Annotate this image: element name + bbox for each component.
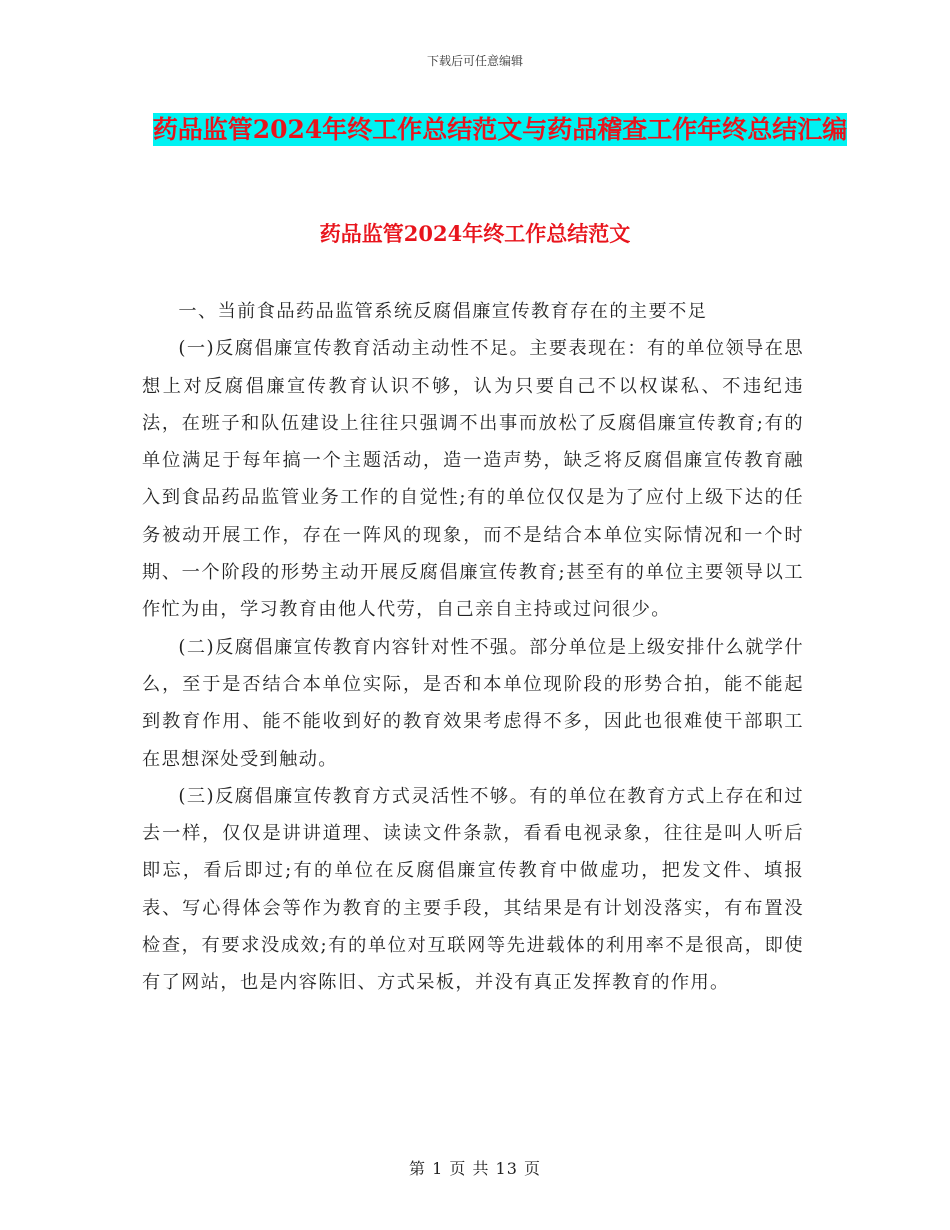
paragraph: (三)反腐倡廉宣传教育方式灵活性不够。有的单位在教育方式上存在和过去一样，仅仅是讲讲道理、读读文件条款，看看电视录象，往往是叫人听后即忘，看后即过;有的单位在反腐倡廉宣传教育中做虚功，把发文件、填报表、写心得体会等作为教育的主要手段，其结果是有计划没落实，有布置没检查，有要求没成效;有的单位对互联网等先进载体的利用率不是很高，即使有了网站，也是内容陈旧、方式呆板，并没有真正发挥教育的作用。 <box>142 785 804 994</box>
section-title: 药品监管2024年终工作总结范文 <box>319 221 631 246</box>
document-body <box>142 293 804 1002</box>
paragraph: (一)反腐倡廉宣传教育活动主动性不足。主要表现在：有的单位领导在思想上对反腐倡廉宣传教育认识不够，认为只要自己不以权谋私、不违纪违法，在班子和队伍建设上往往只强调不出事而放松了反腐倡廉宣传教育;有的单位满足于每年搞一个主题活动，造一造声势，缺乏将反腐倡廉宣传教育融入到食品药品监管业务工作的自觉性;有的单位仅仅是为了应付上级下达的任务被动开展工作，存在一阵风的现象，而不是结合本单位实际情况和一个时期、一个阶段的形势主动开展反腐倡廉宣传教育;甚至有的单位主要领导以工作忙为由，学习教育由他人代劳，自己亲自主持或过问很少。 <box>142 338 804 621</box>
header-note: 下载后可任意编辑 <box>426 54 523 68</box>
document-title-text: 药品监管2024年终工作总结范文与药品稽查工作年终总结汇编 <box>152 115 848 144</box>
page-footer: 第 1 页 共 13 页 <box>409 1159 541 1178</box>
paragraph: (二)反腐倡廉宣传教育内容针对性不强。部分单位是上级安排什么就学什么，至于是否结合本单位实际，是否和本单位现阶段的形势合拍，能不能起到教育作用、能不能收到好的教育效果考虑得不多，因此也很难使干部职工在思想深处受到触动。 <box>142 636 804 770</box>
document-title <box>140 108 860 152</box>
paragraph: 一、当前食品药品监管系统反腐倡廉宣传教育存在的主要不足 <box>178 301 708 322</box>
